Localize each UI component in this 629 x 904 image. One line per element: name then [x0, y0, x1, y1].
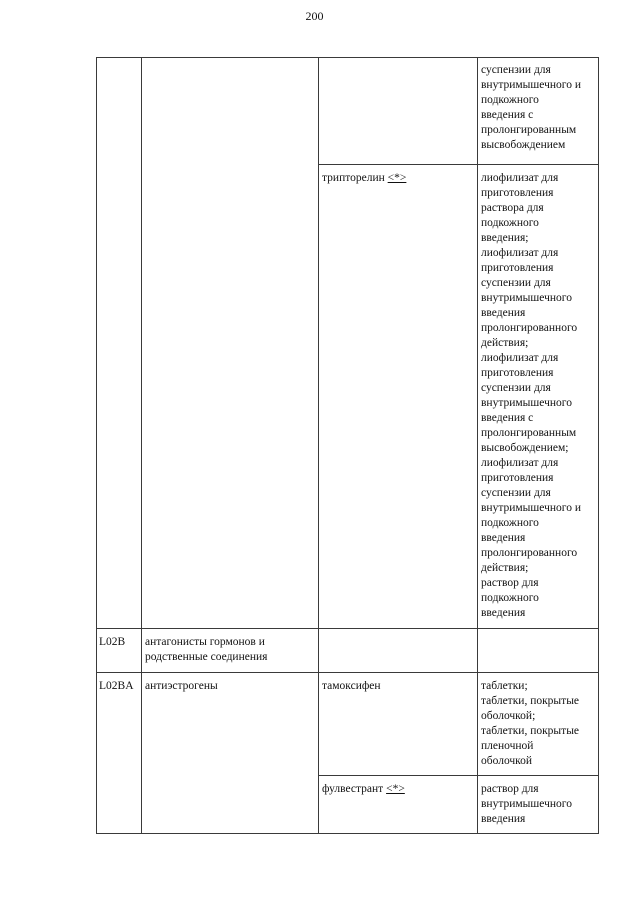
drug-name: трипторелин [322, 172, 385, 184]
drug-footnote-mark: <*> [387, 172, 407, 184]
row-divider [96, 672, 599, 673]
drug-name-cell [322, 782, 474, 797]
group-name-cell: антагонисты гормонов и родственные соединения [145, 636, 268, 663]
dosage-form-cell: таблетки; таблетки, покрытые оболочкой; таблетки, покрытые пленочной оболочкой [481, 680, 580, 767]
drug-footnote-mark: <*> [386, 783, 405, 795]
drug-name: фулвестрант [322, 783, 384, 795]
row-divider [318, 164, 599, 165]
dosage-form-cell: раствор для внутримышечного введения [481, 783, 572, 825]
table-top-border [96, 57, 599, 58]
atc-code-cell: L02B [99, 636, 126, 648]
table-left-border [96, 57, 97, 834]
column-divider [141, 57, 142, 834]
group-name-cell: антиэстрогены [145, 680, 218, 692]
page-number: 200 [305, 9, 324, 23]
row-divider [96, 628, 599, 629]
column-divider [477, 57, 478, 834]
table-bottom-border [96, 833, 599, 834]
dosage-form-cell: суспензии для внутримышечного и подкожного введения с пролонгированным высвобождением [481, 64, 581, 151]
drug-name-cell: тамоксифен [322, 680, 381, 692]
atc-code-cell: L02BA [99, 680, 134, 692]
row-divider [318, 775, 599, 776]
dosage-form-cell: лиофилизат для приготовления раствора для подкожного введения; лиофилизат для приготовления суспензии для внутримышечного введения пролонгированного действия; лиофилизат для приготовления суспензии для внутримышечного введения с пролонгированным высвобождением; лиофилизат для приготовления суспензии для внутримышечного и подкожного введения пролонгированного действия; раствор для подкожного введения [481, 172, 581, 619]
column-divider [318, 57, 319, 834]
drug-name-cell [322, 171, 474, 186]
